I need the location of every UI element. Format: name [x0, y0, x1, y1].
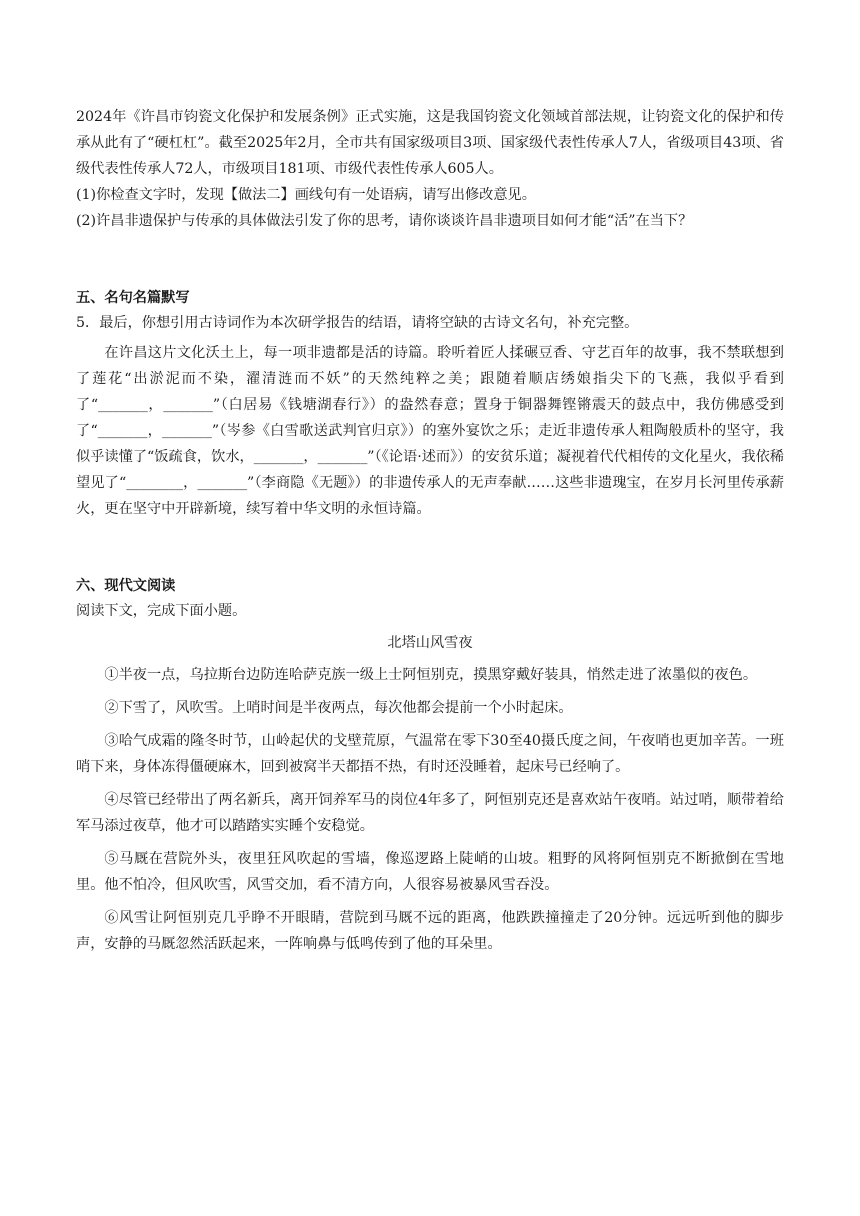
question-4-2: (2)许昌非遗保护与传承的具体做法引发了你的思考，请你谈谈许昌非遗项目如何才能“活”在当下？ — [76, 213, 693, 229]
article-paragraph: ①半夜一点，乌拉斯台边防连哈萨克族一级上士阿恒别克，摸黑穿戴好装具，悄然走进了浓墨似的夜色。 — [104, 667, 758, 683]
document-page — [76, 104, 784, 964]
question-4-1: (1)你检查文字时，发现【做法二】画线句有一处语病，请写出修改意见。 — [76, 187, 536, 203]
spacer — [76, 234, 784, 286]
article-paragraph: ②下雪了，风吹雪。上哨时间是半夜两点，每次他都会提前一个小时起床。 — [104, 700, 573, 716]
article-paragraph: ⑥风雪让阿恒别克几乎睁不开眼睛，营院到马厩不远的距离，他跌跌撞撞走了20分钟。远远听到他的脚步声，安静的马厩忽然活跃起来，一阵响鼻与低鸣传到了他的耳朵里。 — [76, 910, 784, 952]
spacer — [76, 522, 784, 574]
question-5: 5．最后，你想引用古诗词作为本次研学报告的结语，请将空缺的古诗文名句，补充完整。 — [76, 315, 639, 331]
section5-heading: 五、名句名篇默写 — [76, 290, 190, 306]
section4-intro: 2024年《许昌市钧瓷文化保护和发展条例》正式实施，这是我国钧瓷文化领域首部法规，让钧瓷文化的保护和传承从此有了“硬杠杠”。截至2025年2月，全市共有国家级项目3项、国家级代表性传承人7人，省级项目43项、省级代表性传承人72人，市级项目181项、市级代表性传承人605人。 — [76, 109, 784, 177]
section6-heading: 六、现代文阅读 — [76, 578, 176, 594]
article-paragraph: ④尽管已经带出了两名新兵，离开饲养军马的岗位4年多了，阿恒别克还是喜欢站午夜哨。站过哨，顺带着给军马添过夜草，他才可以踏踏实实睡个安稳觉。 — [76, 792, 784, 834]
section5-passage: 在许昌这片文化沃土上，每一项非遗都是活的诗篇。聆听着匠人揉碾豆香、守艺百年的故事，我不禁联想到了莲花“出淤泥而不染，濯清涟而不妖”的天然纯粹之美；跟随着顺店绣娘指尖下的飞燕，我似乎看到了“_______，_______”（白居易《钱塘湖春行》）的盎然春意；置身于铜器舞铿锵震天的鼓点中，我仿佛感受到了“_______，_______”（岑参《白雪歌送武判官归京》）的塞外宴饮之乐；走近非遗传承人粗陶般质朴的坚守，我似乎读懂了“饭疏食，饮水，_______，_______”（《论语·述而》）的安贫乐道；凝视着代代相传的文化星火，我依稀望见了“________，_______”（李商隐《无题》）的非遗传承人的无声奉献……这些非遗瑰宝，在岁月长河里传承薪火，更在坚守中开辟新境，续写着中华文明的永恒诗篇。 — [76, 345, 784, 517]
article-title: 北塔山风雪夜 — [387, 635, 473, 651]
article-body — [76, 662, 784, 957]
article-paragraph: ⑤马厩在营院外头，夜里狂风吹起的雪墙，像巡逻路上陡峭的山坡。粗野的风将阿恒别克不断掀倒在雪地里。他不怕冷，但风吹雪，风雪交加，看不清方向，人很容易被暴风雪吞没。 — [76, 851, 784, 893]
section6-instruction: 阅读下文，完成下面小题。 — [76, 603, 247, 619]
article-paragraph: ③哈气成霜的隆冬时节，山岭起伏的戈壁荒原，气温常在零下30至40摄氏度之间，午夜哨也更加辛苦。一班哨下来，身体冻得僵硬麻木，回到被窝半天都捂不热，有时还没睡着，起床号已经响了。 — [76, 733, 784, 775]
